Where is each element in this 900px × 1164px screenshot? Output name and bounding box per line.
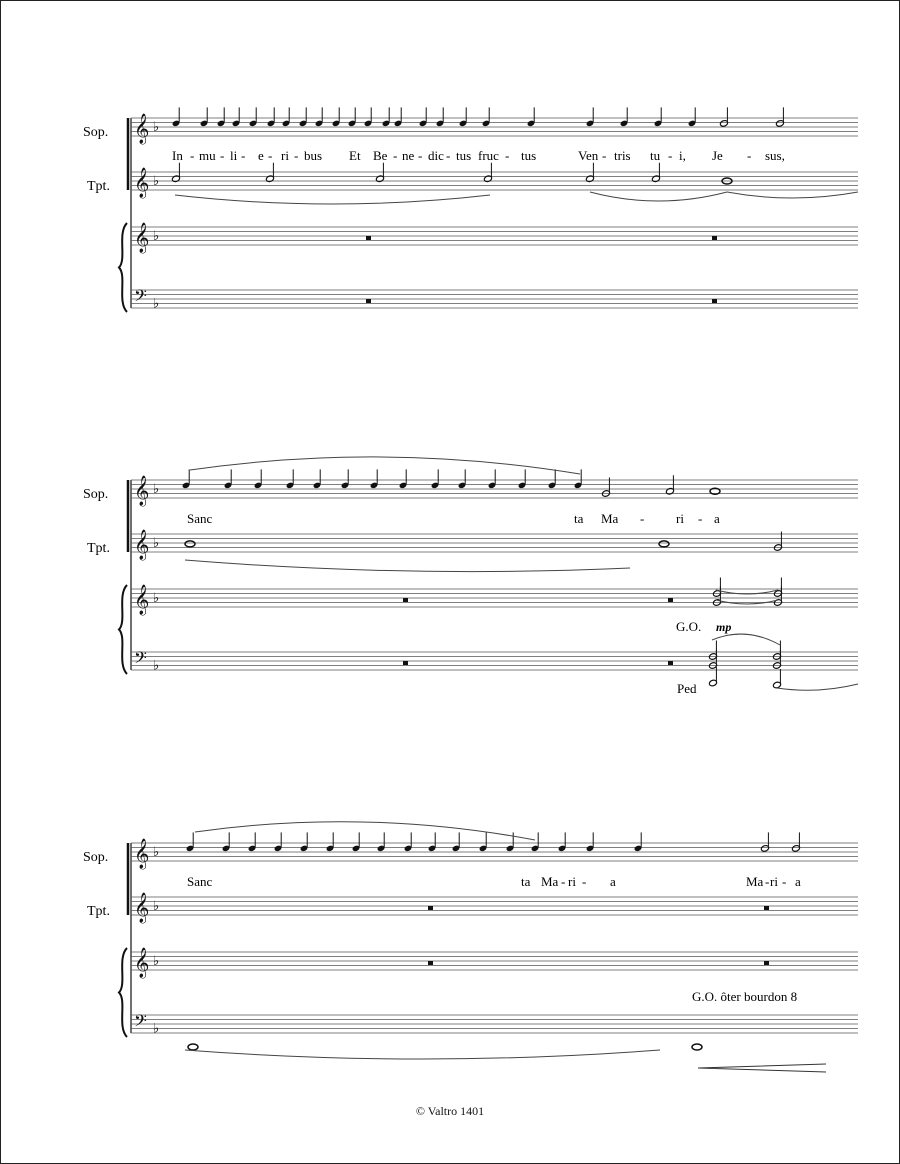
slur — [185, 1050, 660, 1059]
slur — [716, 600, 778, 604]
lyric: ta — [521, 874, 531, 889]
whole-rest — [403, 598, 408, 602]
treble-clef-icon: 𝄞 — [134, 475, 150, 506]
flat-icon: ♭ — [153, 482, 160, 497]
staff-layer — [119, 113, 858, 1037]
whole-rest — [712, 299, 717, 303]
lyric: tus — [521, 148, 537, 163]
system3-lyrics — [187, 874, 801, 889]
whole-rest — [428, 961, 433, 965]
lyric: Sanc — [187, 511, 213, 526]
lyric: tris — [614, 148, 631, 163]
slur — [190, 457, 580, 474]
whole-rest — [428, 906, 433, 910]
lyric: - — [582, 874, 587, 889]
lyric: tu — [650, 148, 661, 163]
lyric: In — [172, 148, 183, 163]
lyric: fruc — [478, 148, 499, 163]
lyric: - — [765, 874, 770, 889]
lyric: Sanc — [187, 874, 213, 889]
dynamic-marking: mp — [716, 620, 732, 634]
lyric: - — [220, 148, 225, 163]
lyric: Et — [349, 148, 361, 163]
slur — [185, 560, 630, 572]
crescendo-hairpin — [698, 1064, 826, 1072]
treble-clef-icon: 𝄞 — [134, 222, 150, 253]
system2-lyrics — [187, 511, 720, 526]
system3-tpt-label: Tpt. — [87, 904, 110, 919]
flat-icon: ♭ — [153, 845, 160, 860]
lyric: ri — [568, 874, 576, 889]
lyric: Ma — [601, 511, 619, 526]
lyric: - — [241, 148, 246, 163]
lyric: - — [393, 148, 398, 163]
slur — [195, 822, 535, 840]
lyric: - — [561, 874, 566, 889]
lyric: a — [714, 511, 720, 526]
lyric: - — [418, 148, 423, 163]
lyric: - — [446, 148, 451, 163]
whole-rest — [366, 299, 371, 303]
organ-brace — [119, 223, 127, 312]
flat-icon: ♭ — [153, 591, 160, 606]
lyric: - — [294, 148, 299, 163]
flat-icon: ♭ — [153, 120, 160, 135]
flat-icon: ♭ — [153, 658, 160, 674]
slur — [777, 684, 858, 690]
lyric: dic — [428, 148, 444, 163]
lyric: - — [747, 148, 752, 163]
flat-icon: ♭ — [153, 536, 160, 551]
whole-rest — [403, 661, 408, 665]
lyric: - — [640, 511, 645, 526]
flat-icon: ♭ — [153, 1021, 160, 1037]
lyric: e — [258, 148, 264, 163]
flat-icon: ♭ — [153, 296, 160, 312]
lyric: sus, — [765, 148, 785, 163]
trumpet-note — [185, 541, 195, 547]
lyric: mu — [199, 148, 216, 163]
trumpet-note — [659, 541, 669, 547]
whole-rest — [764, 961, 769, 965]
bass-clef-icon: 𝄢 — [134, 1010, 147, 1035]
treble-clef-icon: 𝄞 — [134, 113, 150, 144]
lyric: i, — [679, 148, 686, 163]
lyric: a — [610, 874, 616, 889]
registration-annotation: G.O. ôter bourdon 8 — [692, 989, 798, 1004]
slur — [590, 192, 727, 201]
lyric: Be — [373, 148, 388, 163]
lyric: ri — [770, 874, 778, 889]
treble-clef-icon: 𝄞 — [134, 838, 150, 869]
slur — [727, 192, 858, 198]
flat-icon: ♭ — [153, 174, 160, 189]
flat-icon: ♭ — [153, 899, 160, 914]
whole-rest — [366, 236, 371, 240]
lyric: Ma — [541, 874, 559, 889]
copyright-footer: © Valtro 1401 — [415, 1104, 485, 1118]
bass-clef-icon: 𝄢 — [134, 647, 147, 672]
lyric: - — [782, 874, 787, 889]
treble-clef-icon: 𝄞 — [134, 167, 150, 198]
organ-brace — [119, 585, 127, 674]
system2-sop-label: Sop. — [83, 487, 109, 502]
whole-rest — [668, 598, 673, 602]
treble-clef-icon: 𝄞 — [134, 584, 150, 615]
system1-tpt-label: Tpt. — [87, 179, 110, 194]
lyric: tus — [456, 148, 472, 163]
lyric: Ma — [746, 874, 764, 889]
system3-sop-label: Sop. — [83, 850, 109, 865]
lyric: Je — [712, 148, 723, 163]
pedal-annotation: Ped — [677, 681, 697, 696]
lyric: - — [190, 148, 195, 163]
slur — [175, 195, 490, 204]
lyric: - — [698, 511, 703, 526]
lyric: ri — [281, 148, 289, 163]
bass-clef-icon: 𝄢 — [134, 285, 147, 310]
treble-clef-icon: 𝄞 — [134, 947, 150, 978]
lyric: ta — [574, 511, 584, 526]
notes-layer — [172, 107, 858, 1072]
slur — [712, 634, 780, 645]
pedal-note — [692, 1044, 702, 1050]
system2-tpt-label: Tpt. — [87, 541, 110, 556]
lyric: a — [795, 874, 801, 889]
whole-rest — [764, 906, 769, 910]
treble-clef-icon: 𝄞 — [134, 529, 150, 560]
flat-icon: ♭ — [153, 229, 160, 244]
lyric: - — [268, 148, 273, 163]
flat-icon: ♭ — [153, 954, 160, 969]
go-annotation: G.O. — [676, 619, 702, 634]
pedal-note — [188, 1044, 198, 1050]
organ-brace — [119, 948, 127, 1037]
lyric: - — [505, 148, 510, 163]
lyric: - — [668, 148, 673, 163]
whole-rest — [668, 661, 673, 665]
lyric: - — [602, 148, 607, 163]
whole-rest — [712, 236, 717, 240]
lyric: bus — [304, 148, 323, 163]
treble-clef-icon: 𝄞 — [134, 892, 150, 923]
system1-sop-label: Sop. — [83, 125, 109, 140]
lyric: Ven — [578, 148, 599, 163]
lyric: li — [230, 148, 238, 163]
lyric: ri — [676, 511, 684, 526]
lyric: ne — [402, 148, 415, 163]
system1-lyrics — [172, 148, 785, 163]
